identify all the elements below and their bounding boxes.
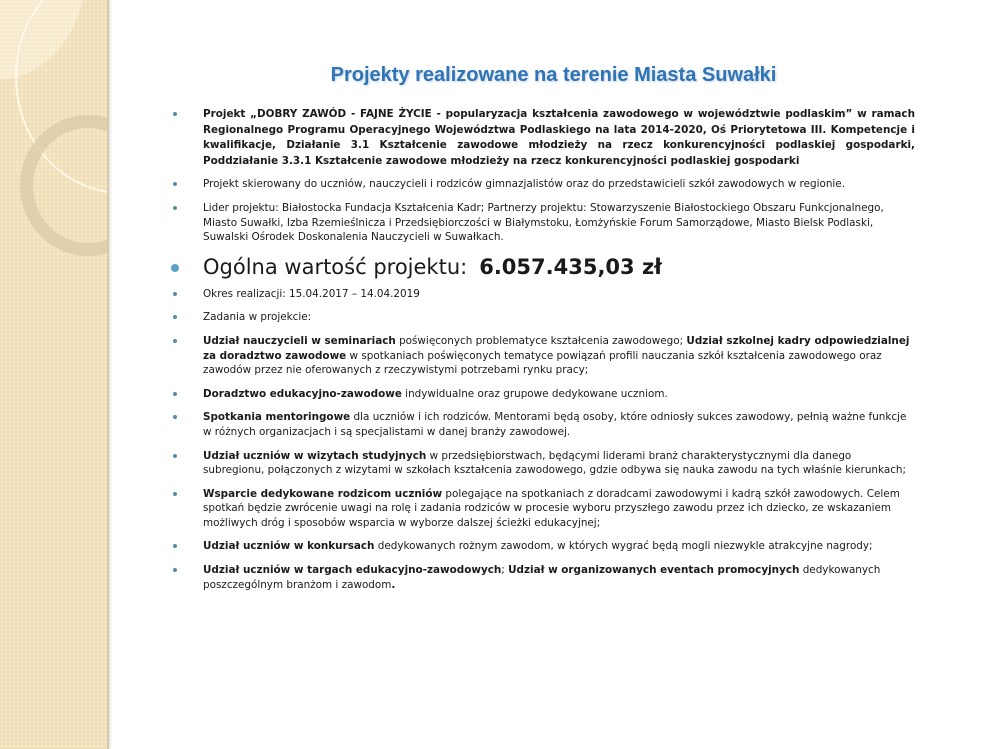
slide-title: Projekty realizowane na terenie Miasta Suwałki <box>330 64 777 86</box>
list-item-task: Wsparcie dedykowane rodzicom uczniów polegające na spotkaniach z doradcami zawodowymi i kadrą szkół zawodowych. Celem spotkań będzie zwrócenie uwagi na rolę i zadania rodziców w procesie wyboru przyszłego zawodu przez ich dziecko, ze wskazaniem możliwych dróg i sposobów wsparcia w wyborze dalszej ścieżki edukacyjnej; <box>170 487 915 531</box>
bullet-dot-icon <box>173 206 177 210</box>
bullet-dot-icon <box>173 544 177 548</box>
bullet-dot-icon <box>171 264 179 272</box>
bullet-dot-icon <box>173 315 177 319</box>
bullet-dot-icon <box>173 492 177 496</box>
list-item-project-value <box>170 254 915 280</box>
list-item-task: Udział uczniów w konkursach dedykowanych rożnym zawodom, w których wygrać będą mogli niezwykle atrakcyjne nagrody; <box>170 539 915 554</box>
list-item-period: Okres realizacji: 15.04.2017 – 14.04.2019 <box>170 287 915 302</box>
list-item-task: Udział uczniów w targach edukacyjno-zawodowych; Udział w organizowanych eventach promocyjnych dedykowanych poszczególnym branżom i zawodom. <box>170 563 915 592</box>
list-item-task: Doradztwo edukacyjno-zawodowe indywidualne oraz grupowe dedykowane uczniom. <box>170 387 915 402</box>
value-label: Ogólna wartość projektu: <box>203 254 468 279</box>
value-amount: 6.057.435,03 zł <box>479 254 662 279</box>
list-item-partners: Lider projektu: Białostocka Fundacja Kształcenia Kadr; Partnerzy projektu: Stowarzyszenie Białostockiego Obszaru Funkcjonalnego, Miasto Suwałki, Izba Rzemieślnicza i Przedsiębiorczości w Białymstoku, Łomżyńskie Forum Samorządowe, Miasto Bielsk Podlaski, Suwalski Ośrodek Doskonalenia Nauczycieli w Suwałkach. <box>170 201 915 245</box>
list-item-task: Udział nauczycieli w seminariach poświęconych problematyce kształcenia zawodowego; Udział szkolnej kadry odpowiedzialnej za doradztwo zawodowe w spotkaniach poświęconych tematyce powiązań profili nauczania szkół kształcenia zawodowego oraz zawodów przez nie oferowanych z rzeczywistymi potrzebami rynku pracy; <box>170 334 915 378</box>
decorative-side-panel <box>0 0 109 749</box>
list-item-target-group: Projekt skierowany do uczniów, nauczycieli i rodziców gimnazjalistów oraz do przedstawicieli szkół zawodowych w regionie. <box>170 177 915 192</box>
list-item-project-name: Projekt „DOBRY ZAWÓD - FAJNE ŻYCIE - popularyzacja kształcenia zawodowego w województwie podlaskim” w ramach Regionalnego Programu Operacyjnego Województwa Podlaskiego na lata 2014-2020, Oś Priorytetowa III. Kompetencje i kwalifikacje, Działanie 3.1 Kształcenie zawodowe młodzieży na rzecz konkurencyjności podlaskiej gospodarki, Poddziałanie 3.3.1 Kształcenie zawodowe młodzieży na rzecz konkurencyjności podlaskiej gospodarki <box>170 107 915 169</box>
list-item-tasks-heading: Zadania w projekcie: <box>170 310 915 325</box>
bullet-dot-icon <box>173 339 177 343</box>
bullet-dot-icon <box>173 415 177 419</box>
bullet-dot-icon <box>173 392 177 396</box>
bullet-dot-icon <box>173 568 177 572</box>
bullet-dot-icon <box>173 112 177 116</box>
bullet-dot-icon <box>173 182 177 186</box>
bullet-dot-icon <box>173 454 177 458</box>
list-item-task: Udział uczniów w wizytach studyjnych w przedsiębiorstwach, będącymi liderami branż charakterystycznymi dla danego subregionu, połączonych z wizytami w szkołach kształcenia zawodowego, gdzie odbywa się nauka zawodu na tych właśnie kierunkach; <box>170 449 915 478</box>
list-item-task: Spotkania mentoringowe dla uczniów i ich rodziców. Mentorami będą osoby, które odniosły sukces zawodowy, pełnią ważne funkcje w różnych organizacjach i są specjalistami w danej branży zawodowej. <box>170 410 915 439</box>
slide-content <box>170 107 915 601</box>
bullet-dot-icon <box>173 292 177 296</box>
